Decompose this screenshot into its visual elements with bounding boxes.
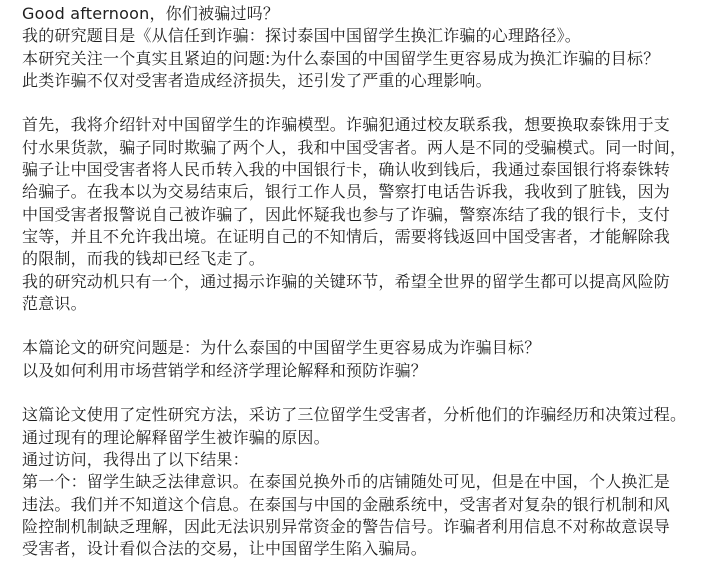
paragraph: [22, 404, 695, 560]
paragraph: [22, 114, 695, 315]
paragraph: [22, 337, 695, 382]
text-line: 此类诈骗不仅对受害者造成经济损失，还引发了严重的心理影响。: [22, 70, 492, 90]
text-line: 以及如何利用市场营销学和经济学理论解释和预防诈骗？: [22, 360, 428, 380]
text-line: 付水果货款，骗子同时欺骗了两个人，我和中国受害者。两人是不同的受骗模式。同一时间，: [22, 137, 687, 157]
text-line: 第一个：留学生缺乏法律意识。在泰国兑换外币的店铺随处可见，但是在中国，个人换汇是: [22, 472, 671, 492]
text-line: 的限制，而我的钱却已经飞走了。: [22, 249, 266, 269]
text-line: 中国受害者报警说自己被诈骗了，因此怀疑我也参与了诈骗，警察冻结了我的银行卡，支付: [22, 204, 671, 224]
text-line: 通过现有的理论解释留学生被诈骗的原因。: [22, 427, 330, 447]
text-line: 给骗子。在我本以为交易结束后，银行工作人员，警察打电话告诉我，我收到了脏钱，因为: [22, 182, 671, 202]
text-line: 我的研究题目是《从信任到诈骗：探讨泰国中国留学生换汇诈骗的心理路径》。: [22, 26, 582, 46]
text-line: 骗子让中国受害者将人民币转入我的中国银行卡，确认收到钱后，我通过泰国银行将泰铢转: [22, 160, 671, 180]
text-line: 范意识。: [22, 293, 87, 313]
text-line: 本篇论文的研究问题是：为什么泰国的中国留学生更容易成为诈骗目标？: [22, 338, 541, 358]
text-line: 险控制机制缺乏理解，因此无法识别异常资金的警告信号。诈骗者利用信息不对称故意误导: [22, 516, 671, 536]
text-line: 这篇论文使用了定性研究方法，采访了三位留学生受害者，分析他们的诈骗经历和决策过程。: [22, 405, 687, 425]
text-line: 本研究关注一个真实且紧迫的问题:为什么泰国的中国留学生更容易成为换汇诈骗的目标？: [22, 48, 660, 68]
text-line: 首先，我将介绍针对中国留学生的诈骗模型。诈骗犯通过校友联系我，想要换取泰铢用于支: [22, 115, 671, 135]
text-line: 受害者，设计看似合法的交易，让中国留学生陷入骗局。: [22, 539, 428, 559]
text-line: 我的研究动机只有一个，通过揭示诈骗的关键环节，希望全世界的留学生都可以提高风险防: [22, 271, 671, 291]
text-line: 宝等，并且不允许我出境。在证明自己的不知情后，需要将钱返回中国受害者，才能解除我: [22, 226, 671, 246]
paragraph: [22, 3, 695, 92]
text-line: Good afternoon，你们被骗过吗？: [22, 4, 280, 23]
text-line: 通过访问，我得出了以下结果：: [22, 449, 249, 469]
text-line: 违法。我们并不知道这个信息。在泰国与中国的金融系统中，受害者对复杂的银行机制和风: [22, 494, 671, 514]
